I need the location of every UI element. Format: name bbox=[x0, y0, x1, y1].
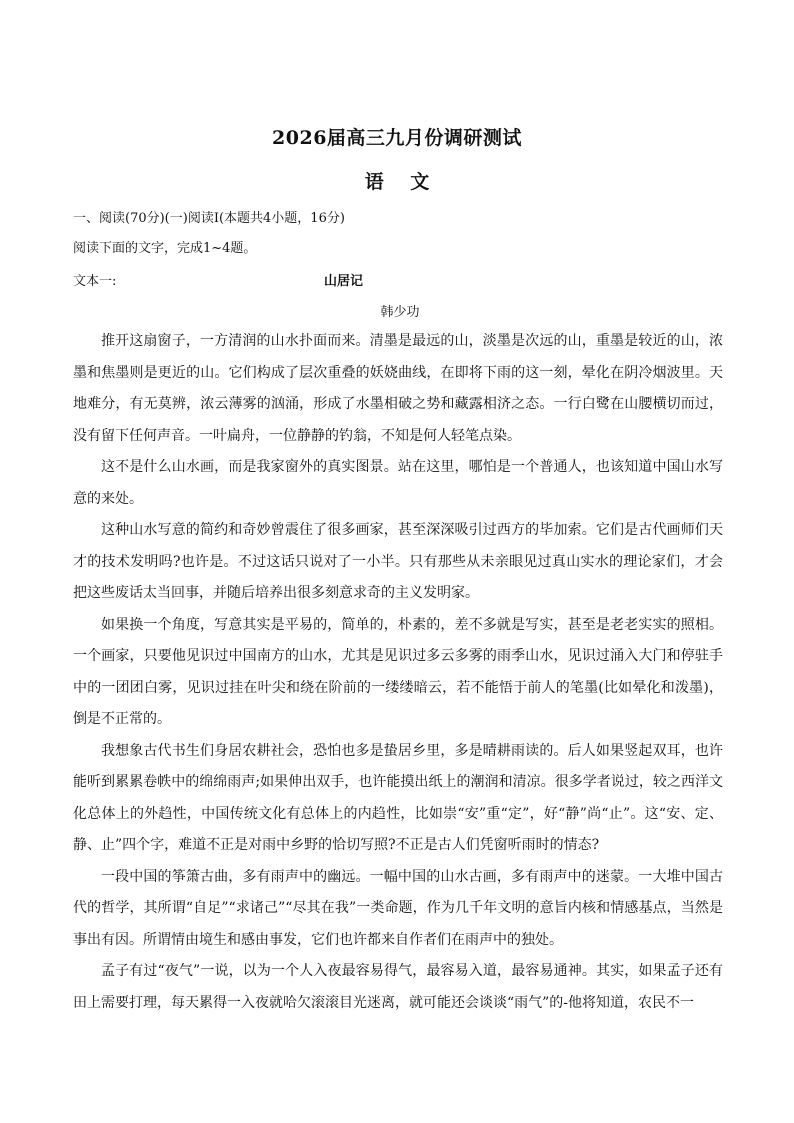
section-heading: 一、阅读(70分)(一)阅读Ⅰ(本题共4小题，16分) bbox=[73, 211, 345, 226]
essay-paragraph: 这种山水写意的简约和奇妙曾震住了很多画家，甚至深深吸引过西方的毕加索。它们是古代画师们天才的技术发明吗?也许是。不过这话只说对了一小半。只有那些从未亲眼见过真山实水的理论家们，才会把这些废话太当回事，并随后培养出很多刻意求奇的主义发明家。 bbox=[73, 522, 723, 601]
subject-title: 语 文 bbox=[364, 171, 440, 193]
essay-paragraph: 孟子有过“夜气”一说，以为一个人入夜最容易得气，最容易入道，最容易通神。其实，如果孟子还有田上需要打理，每天累得一入夜就哈欠滚滚目光迷离，就可能还会谈谈“雨气”的-他将知道，农民不一 bbox=[73, 963, 723, 1011]
reading-instruction: 阅读下面的文字，完成1~4题。 bbox=[73, 241, 257, 256]
essay-paragraph: 一段中国的筝箫古曲，多有雨声中的幽远。一幅中国的山水古画，多有雨声中的迷蒙。一大堆中国古代的哲学，其所谓“自足”“求诸己”“尽其在我”一类命题，作为几千年文明的意旨内核和情感基点，当然是事出有因。所谓情由境生和感由事发，它们也许都来自作者们在雨声中的独处。 bbox=[73, 868, 723, 948]
text-label: 文本一: bbox=[73, 274, 117, 289]
exam-title: 2026届高三九月份调研测试 bbox=[272, 127, 522, 149]
essay-paragraph: 这不是什么山水画，而是我家窗外的真实图景。站在这里，哪怕是一个普通人，也该知道中国山水写意的来处。 bbox=[73, 459, 723, 507]
essay-author: 韩少功 bbox=[380, 305, 420, 320]
essay-paragraph: 我想象古代书生们身居农耕社会，恐怕也多是蛰居乡里，多是晴耕雨读的。后人如果竖起双耳，也许能听到累累卷帙中的绵绵雨声;如果伸出双手，也许能摸出纸上的潮润和清凉。很多学者说过，较之西洋文化总体上的外趋性，中国传统文化有总体上的内趋性，比如崇“安”重“定”，好“静”尚“止”。这“安、定、静、止”四个字，难道不正是对雨中乡野的恰切写照?不正是古人们凭窗听雨时的情态? bbox=[73, 742, 723, 853]
essay-paragraph: 推开这扇窗子，一方清润的山水扑面而来。清墨是最远的山，淡墨是次远的山，重墨是较近的山，浓墨和焦墨则是更近的山。它们构成了层次重叠的妖娆曲线，在即将下雨的这一刻，晕化在阴冷烟波里。天地难分，有无莫辨，浓云薄雾的汹涌，形成了水墨相破之势和藏露相济之态。一行白鹭在山腰横切而过，没有留下任何声音。一叶扁舟，一位静静的钓翁，不知是何人轻笔点染。 bbox=[73, 333, 723, 444]
essay-title: 山居记 bbox=[324, 274, 364, 289]
essay-body bbox=[73, 326, 723, 1019]
essay-paragraph: 如果换一个角度，写意其实是平易的，简单的，朴素的，差不多就是写实，甚至是老老实实的照相。一个画家，只要他见识过中国南方的山水，尤其是见识过多云多雾的雨季山水，见识过涌入大门和停驻手中的一团团白雾，见识过挂在叶尖和绕在阶前的一缕缕暗云，若不能悟于前人的笔墨(比如晕化和泼墨)，倒是不正常的。 bbox=[73, 616, 723, 727]
